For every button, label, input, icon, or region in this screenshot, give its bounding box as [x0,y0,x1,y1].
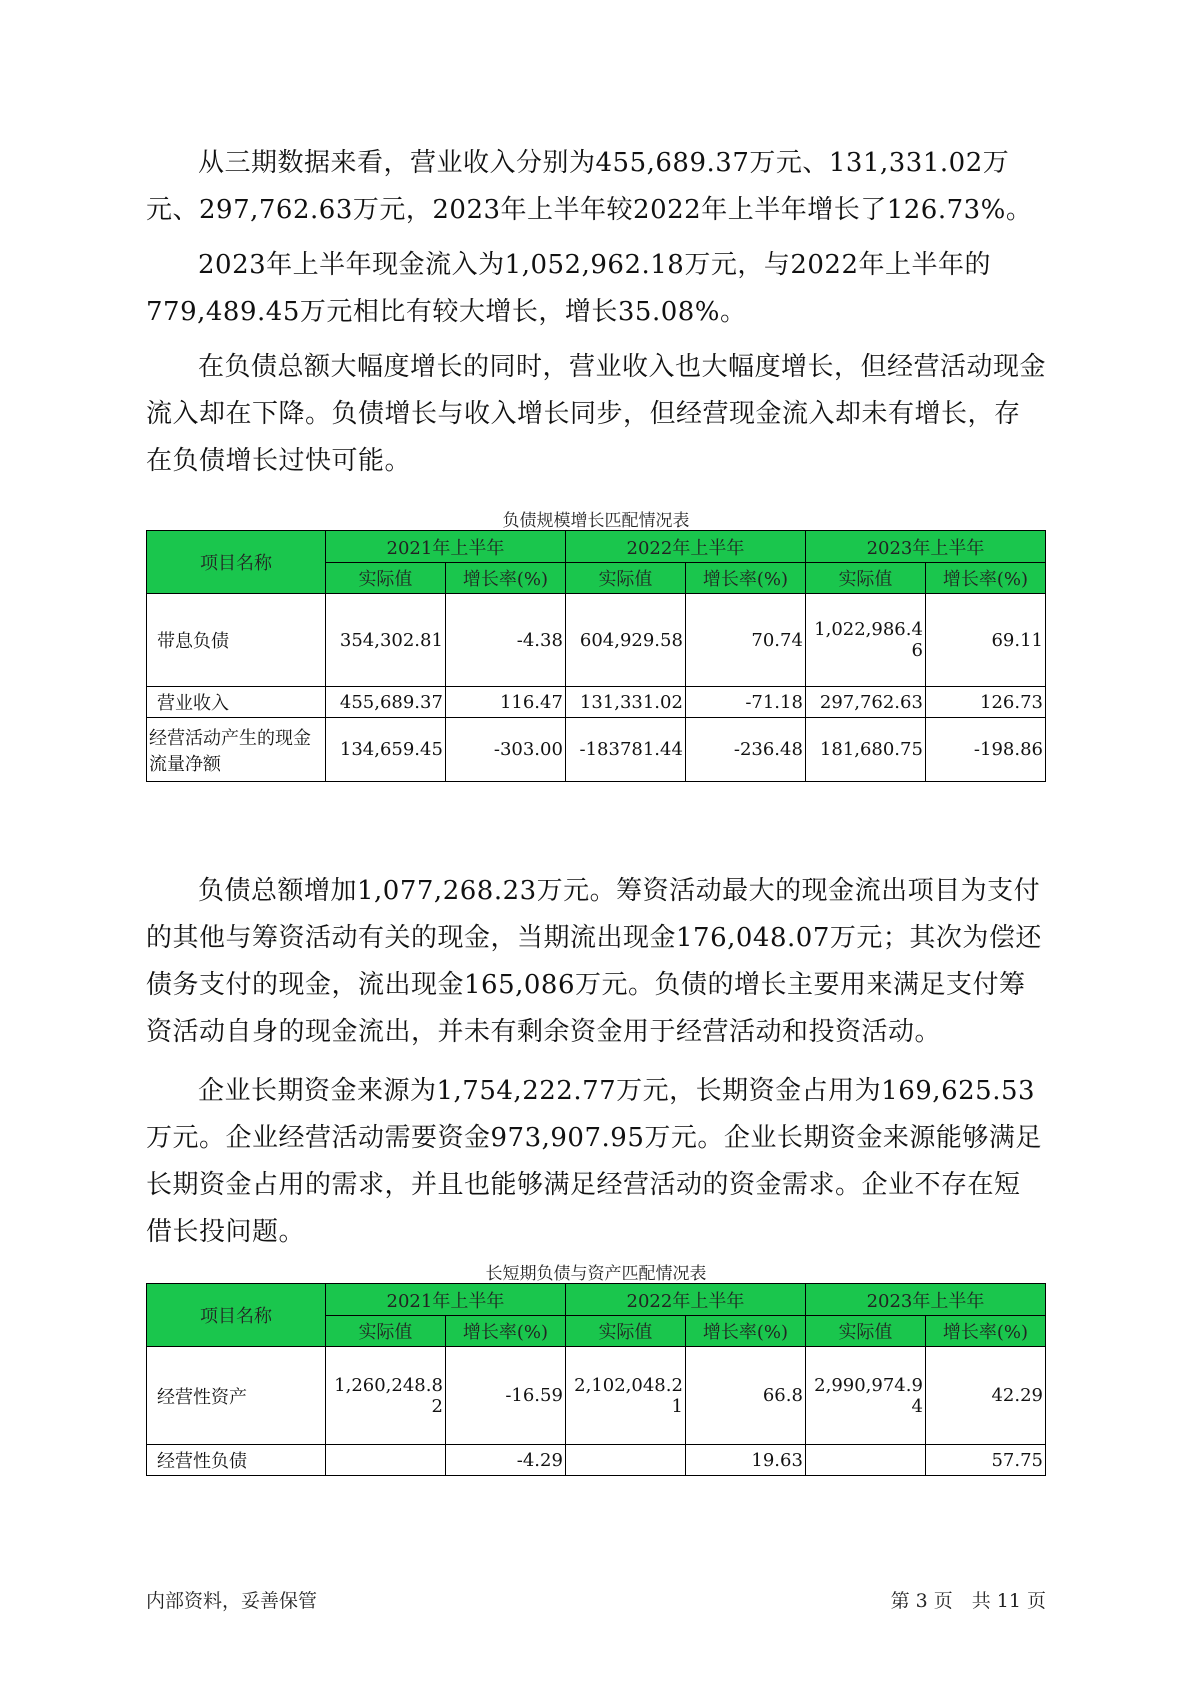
header-growth: 增长率(%) [925,1316,1045,1347]
cell-value: -183781.44 [565,718,685,782]
cell-value: -4.29 [445,1445,565,1476]
paragraph-financing: 负债总额增加1,077,268.23万元。筹资活动最大的现金流出项目为支付的其他与筹资活动有关的现金，当期流出现金176,048.07万元；其次为偿还债务支付的现金，流出现金165,086万元。负债的增长主要用来满足支付筹资活动自身的现金流出，并未有剩余资金用于经营活动和投资活动。 [146,876,1042,1047]
cell-value: -71.18 [685,687,805,718]
asset-liability-table [146,1283,1046,1476]
cell-value: -303.00 [445,718,565,782]
cell-value: 354,302.81 [325,594,445,687]
row-name: 经营活动产生的现金流量净额 [147,718,326,782]
cell-value: 131,331.02 [565,687,685,718]
paragraph-revenue: 从三期数据来看，营业收入分别为455,689.37万元、131,331.02万元、297,762.63万元，2023年上半年较2022年上半年增长了126.73%。 [146,148,1033,225]
cell-value [325,1445,445,1476]
header-growth: 增长率(%) [925,563,1045,594]
cell-value: -16.59 [445,1347,565,1445]
cell-value: 181,680.75 [805,718,925,782]
header-year-2022: 2022年上半年 [565,1284,805,1316]
cell-value: -198.86 [925,718,1045,782]
cell-value: 19.63 [685,1445,805,1476]
header-year-2023: 2023年上半年 [805,1284,1045,1316]
header-actual: 实际值 [325,1316,445,1347]
cell-value: -4.38 [445,594,565,687]
footer-page-number: 第 3 页 共 11 页 [890,1590,1046,1612]
cell-value: 1,022,986.46 [805,594,925,687]
header-item-name: 项目名称 [147,1284,326,1347]
header-actual: 实际值 [805,1316,925,1347]
cell-value [805,1445,925,1476]
header-growth: 增长率(%) [445,563,565,594]
row-name: 经营性资产 [147,1347,326,1445]
debt-growth-table [146,530,1046,782]
table2-caption: 长短期负债与资产匹配情况表 [485,1264,707,1284]
cell-value [565,1445,685,1476]
header-year-2021: 2021年上半年 [325,531,565,563]
cell-value: 66.8 [685,1347,805,1445]
cell-value: 126.73 [925,687,1045,718]
table-row [147,687,1046,718]
cell-value: 134,659.45 [325,718,445,782]
row-name: 营业收入 [147,687,326,718]
cell-value: 57.75 [925,1445,1045,1476]
paragraph-cash-inflow: 2023年上半年现金流入为1,052,962.18万元，与2022年上半年的779,489.45万元相比有较大增长，增长35.08%。 [146,250,992,327]
paragraph-debt-growth: 在负债总额大幅度增长的同时，营业收入也大幅度增长，但经营活动现金流入却在下降。负债增长与收入增长同步，但经营现金流入却未有增长，存在负债增长过快可能。 [146,352,1047,476]
row-name: 带息负债 [147,594,326,687]
cell-value: 70.74 [685,594,805,687]
cell-value: 2,102,048.21 [565,1347,685,1445]
header-growth: 增长率(%) [685,563,805,594]
cell-value: 455,689.37 [325,687,445,718]
footer-confidential-note: 内部资料，妥善保管 [146,1590,318,1612]
header-actual: 实际值 [565,563,685,594]
header-year-2023: 2023年上半年 [805,531,1045,563]
header-year-2021: 2021年上半年 [325,1284,565,1316]
cell-value: 2,990,974.94 [805,1347,925,1445]
header-year-2022: 2022年上半年 [565,531,805,563]
table-row [147,718,1046,782]
cell-value: 297,762.63 [805,687,925,718]
header-actual: 实际值 [805,563,925,594]
header-growth: 增长率(%) [445,1316,565,1347]
header-item-name: 项目名称 [147,531,326,594]
cell-value: 1,260,248.82 [325,1347,445,1445]
header-actual: 实际值 [325,563,445,594]
cell-value: 42.29 [925,1347,1045,1445]
header-growth: 增长率(%) [685,1316,805,1347]
table-row [147,1347,1046,1445]
table-row [147,1445,1046,1476]
paragraph-long-term-funds: 企业长期资金来源为1,754,222.77万元，长期资金占用为169,625.53万元。企业经营活动需要资金973,907.95万元。企业长期资金来源能够满足长期资金占用的需求，并且也能够满足经营活动的资金需求。企业不存在短借长投问题。 [146,1076,1042,1247]
cell-value: 604,929.58 [565,594,685,687]
row-name: 经营性负债 [147,1445,326,1476]
cell-value: 69.11 [925,594,1045,687]
cell-value: -236.48 [685,718,805,782]
cell-value: 116.47 [445,687,565,718]
header-actual: 实际值 [565,1316,685,1347]
table-row [147,594,1046,687]
table1-caption: 负债规模增长匹配情况表 [502,511,690,531]
